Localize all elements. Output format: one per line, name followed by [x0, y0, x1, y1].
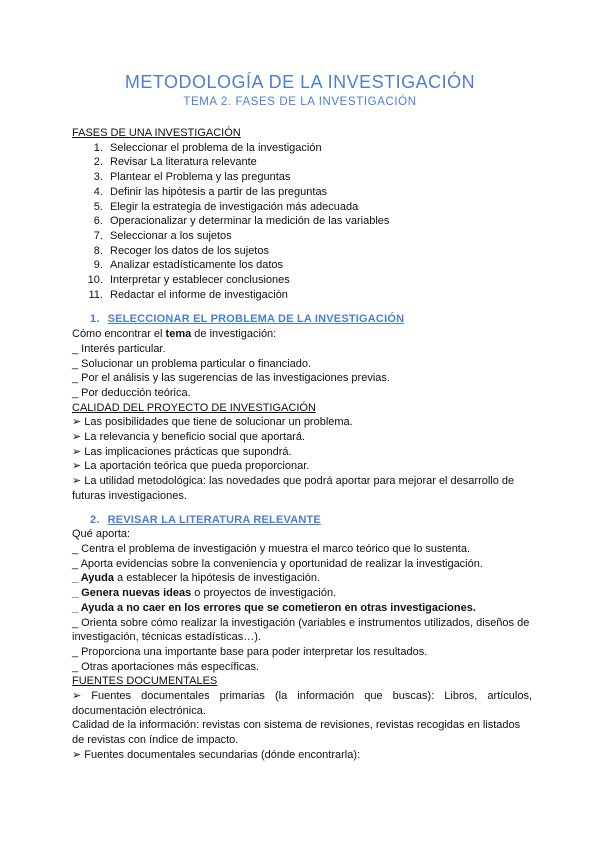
list-item: ➢ La relevancia y beneficio social que aportará.: [72, 431, 306, 444]
list-item: ➢ La utilidad metodológica: las novedades que podrá aportar para mejorar el desarrollo de futuras investigaciones.: [72, 475, 515, 502]
list-item: ➢ La aportación teórica que pueda proporcionar.: [72, 460, 310, 473]
list-item: _ Centra el problema de investigación y muestra el marco teórico que lo sustenta.: [72, 542, 471, 555]
list-item: 5. Elegir la estrategia de investigación más adecuada: [106, 200, 532, 215]
calidad-heading: CALIDAD DEL PROYECTO DE INVESTIGACIÓN: [72, 401, 316, 414]
plain-text: a establecer la hipótesis de investigación.: [113, 572, 321, 585]
list-item: [72, 571, 532, 586]
list-item: ➢ Las posibilidades que tiene de solucionar un problema.: [72, 416, 353, 429]
section-1-title: SELECCIONAR EL PROBLEMA DE LA INVESTIGACIÓN: [107, 313, 405, 326]
list-item: 10. Interpretar y establecer conclusiones: [106, 273, 532, 288]
list-item: 9. Analizar estadísticamente los datos: [106, 258, 532, 273]
intro-text: de investigación:: [191, 328, 277, 341]
section-1-intro: [72, 327, 532, 342]
intro-text: Cómo encontrar el: [72, 328, 166, 341]
list-item: [72, 601, 532, 616]
bold-text: _ Ayuda: [72, 572, 114, 585]
section-2-title: REVISAR LA LITERATURA RELEVANTE: [107, 513, 321, 526]
list-item: 1. Seleccionar el problema de la investigación: [106, 141, 532, 156]
list-item: _ Solucionar un problema particular o financiado.: [72, 357, 312, 370]
list-item: [72, 586, 532, 601]
list-item: ➢ Fuentes documentales secundarias (dónde encontrarla):: [72, 748, 361, 761]
list-item: 7. Seleccionar a los sujetos: [106, 229, 532, 244]
section-1-heading: [72, 312, 532, 327]
section-2-number: 2.: [90, 513, 100, 526]
plain-text: o proyectos de investigación.: [191, 587, 337, 600]
list-item: _ Interés particular.: [72, 342, 166, 355]
document-body: [72, 126, 532, 763]
spacer: [72, 504, 532, 513]
bold-text: _ Ayuda a no caer en los errores que se cometieron en otras investigaciones.: [72, 601, 476, 614]
fuentes-heading: FUENTES DOCUMENTALES: [72, 675, 218, 688]
section-2-intro: Qué aporta:: [72, 528, 131, 541]
intro-bold: tema: [165, 328, 192, 341]
list-item: 6. Operacionalizar y determinar la medición de las variables: [106, 214, 532, 229]
list-item: _ Proporciona una importante base para poder interpretar los resultados.: [72, 645, 428, 658]
list-item: ➢ Fuentes documentales primarias (la información que buscas): Libros, artículos, documentación electrónica.: [72, 690, 532, 717]
fases-heading: FASES DE UNA INVESTIGACIÓN: [72, 127, 241, 139]
fases-list: [72, 141, 532, 303]
list-item: _ Orienta sobre cómo realizar la investigación (variables e instrumentos utilizados, diseños de investigación, técnicas estadísticas…).: [72, 616, 530, 644]
list-item: 11. Redactar el informe de investigación: [106, 288, 532, 303]
document-title: METODOLOGÍA DE LA INVESTIGACIÓN: [124, 72, 476, 92]
list-item: ➢ Las implicaciones prácticas que supondrá.: [72, 445, 292, 458]
list-item: 8. Recoger los datos de los sujetos: [106, 244, 532, 259]
list-item: _ Por deducción teórica.: [72, 386, 191, 399]
list-item: Calidad de la información: revistas con sistema de revisiones, revistas recogidas en listados de revistas con índice de impacto.: [72, 719, 521, 747]
document-subtitle: TEMA 2. FASES DE LA INVESTIGACIÓN: [183, 96, 417, 108]
list-item: _ Por el análisis y las sugerencias de las investigaciones previas.: [72, 372, 390, 385]
section-1-number: 1.: [90, 313, 100, 326]
list-item: _ Aporta evidencias sobre la conveniencia y oportunidad de realizar la investigación.: [72, 557, 483, 570]
list-item: 3. Plantear el Problema y las preguntas: [106, 170, 532, 185]
list-item: 4. Definir las hipótesis a partir de las preguntas: [106, 185, 532, 200]
bold-text: _ Genera nuevas ideas: [72, 587, 192, 600]
list-item: _ Otras aportaciones más específicas.: [72, 660, 260, 673]
section-2-heading: [72, 513, 532, 528]
list-item: 2. Revisar La literatura relevante: [106, 155, 532, 170]
